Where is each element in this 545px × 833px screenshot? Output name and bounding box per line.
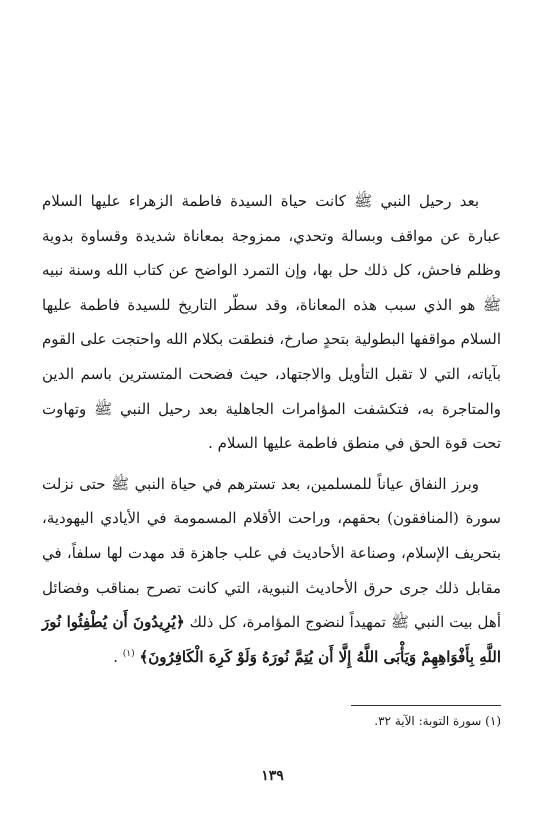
footnote: (١) سورة التوبة: الآية ٣٢. bbox=[374, 714, 501, 728]
paragraph-2-end: . bbox=[113, 647, 118, 666]
body-text bbox=[42, 184, 501, 674]
paragraph-2-text: وبرز النفاق عياناً للمسلمين، بعد تسترهم في حياة النبي ﷺ حتى نزلت سورة (المنافقون) بحقهم، وراحت الأقلام المسمومة في الأيادي اليهودية، بتحريف الإسلام، وصناعة الأحاديث في علب جاهزة قد مهدت لها سلفاً، في مقابل ذلك جرى حرق الأحاديث النبوية، التي كانت تصرح بمناقب وفضائل أهل بيت النبي ﷺ تمهيداً لنضوج المؤامرة، كل ذلك bbox=[42, 474, 501, 632]
footnote-reference[interactable]: (١) bbox=[122, 648, 135, 659]
paragraph-2 bbox=[42, 467, 501, 675]
paragraph-1-text: بعد رحيل النبي ﷺ كانت حياة السيدة فاطمة الزهراء عليها السلام عبارة عن مواقف وبسالة وتحدي، ممزوجة بمعاناة شديدة وقساوة بدوية وظلم فاحش، كل ذلك حل بها، وإن التمرد الواضح عن كتاب الله وسنة نبيه ﷺ هو الذي سبب هذه المعاناة، وقد سطّر التاريخ للسيدة فاطمة عليها السلام مواقفها البطولية بتحدٍ صارخ، فنطقت بكلام الله واحتجت على القوم بآياته، التي لا تقبل التأويل والاجتهاد، حيث فضحت المتسترين باسم الدين والمتاجرة به، فتكشفت المؤامرات الجاهلية بعد رحيل النبي ﷺ وتهاوت تحت قوة الحق في منطق فاطمة عليها السلام . bbox=[42, 192, 501, 453]
paragraph-1 bbox=[42, 184, 501, 461]
page-number: ١٣٩ bbox=[261, 768, 284, 784]
footnote-separator bbox=[351, 705, 501, 706]
quran-verse: ﴿يُرِيدُونَ أَن يُطْفِئُوا نُورَ اللَّهِ بِأَفْوَاهِهِمْ وَيَأْبَى اللَّهُ إِلَّا أَن يُتِمَّ نُورَهُ وَلَوْ كَرِهَ الْكَافِرُونَ﴾ bbox=[42, 613, 501, 666]
